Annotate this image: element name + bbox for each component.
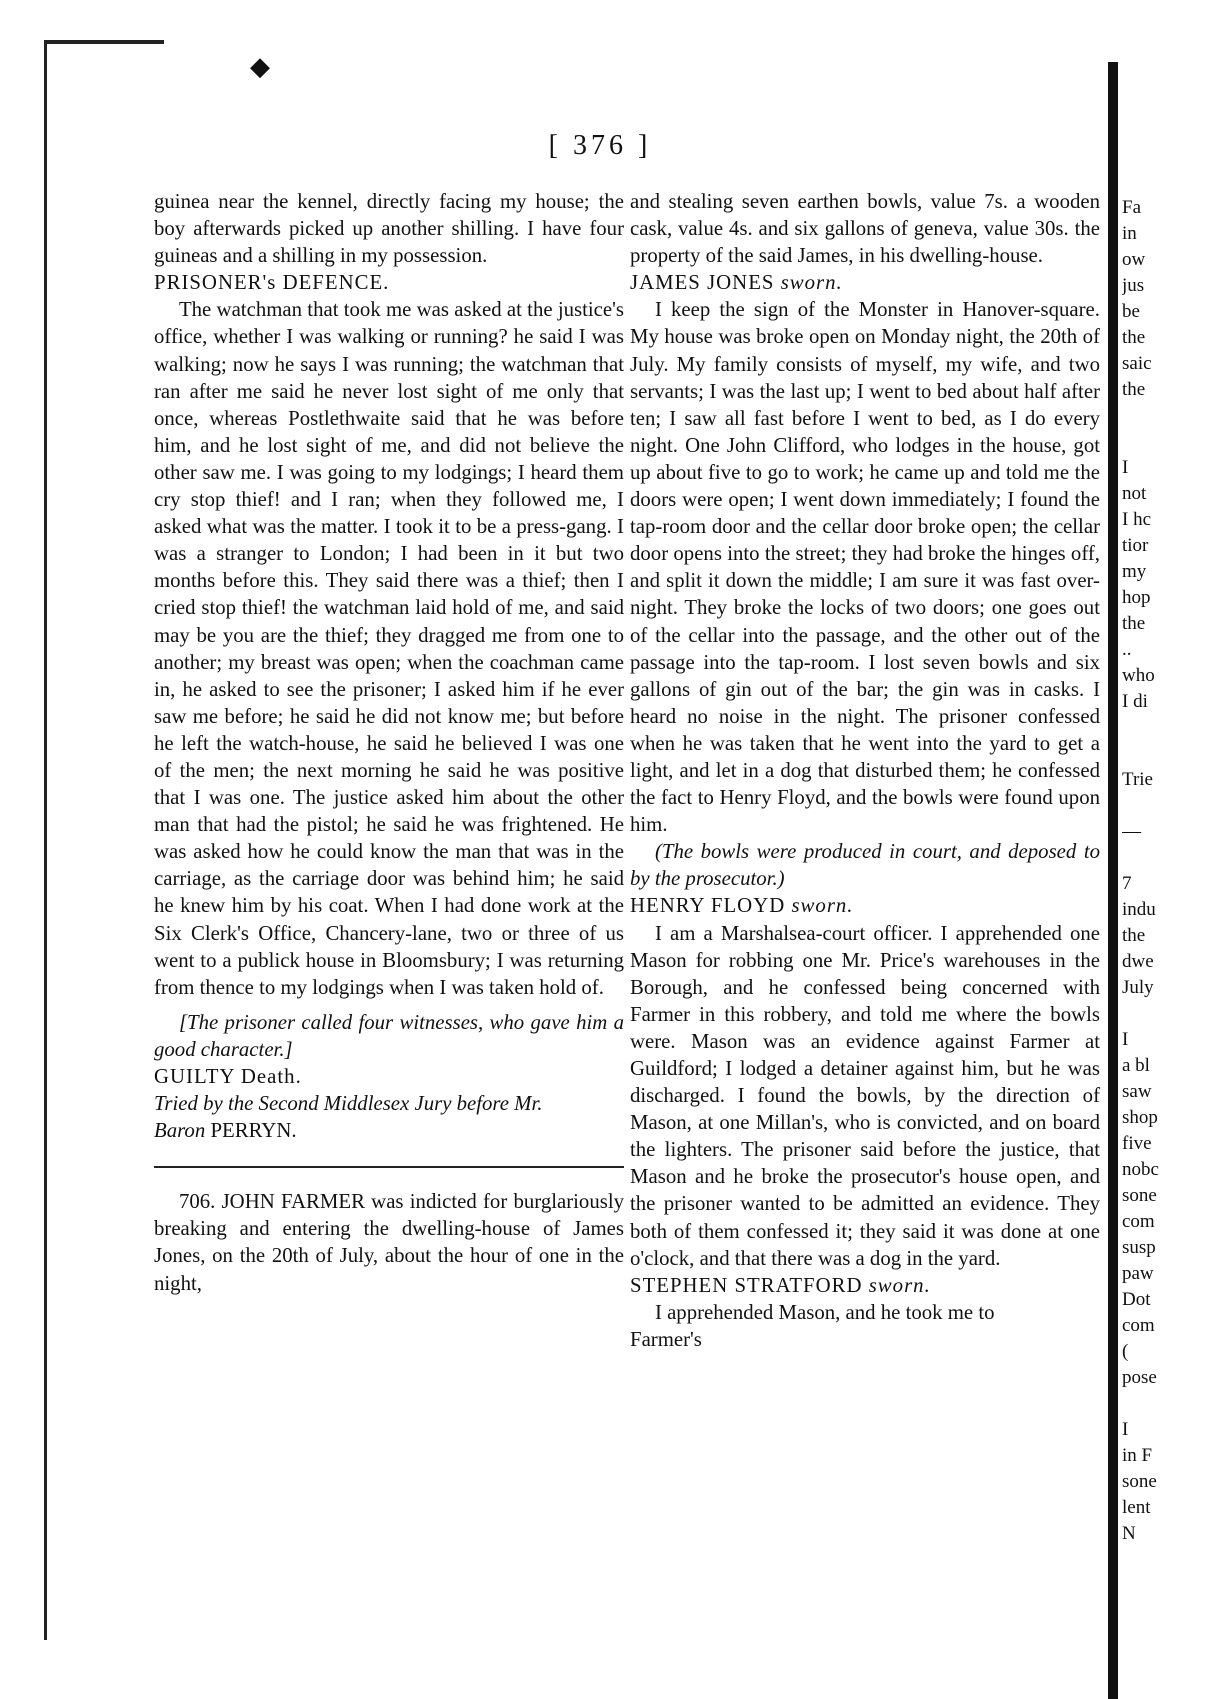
witness-heading	[630, 1272, 1100, 1299]
fragment-line	[1122, 741, 1217, 767]
tried-line-1: Tried by the Second Middlesex Jury before Mr.	[154, 1092, 543, 1116]
fragment-line: I	[1122, 1419, 1129, 1440]
testimony-paragraph: I apprehended Mason, and he took me to	[654, 1300, 995, 1324]
fragment-line: Dot	[1122, 1289, 1151, 1310]
fragment-line	[1122, 845, 1217, 871]
fragment-line: nobc	[1122, 1159, 1159, 1180]
fragment-line	[1122, 1391, 1217, 1417]
fragment-line: pose	[1122, 1367, 1157, 1388]
fragment-line: susp	[1122, 1237, 1156, 1258]
fragment-line: five	[1122, 1133, 1152, 1154]
fragment-line: N	[1122, 1523, 1136, 1544]
fragment-line: (	[1122, 1341, 1129, 1362]
witness-name: JAMES JONES	[630, 271, 775, 295]
witness-name: HENRY FLOYD	[630, 894, 786, 918]
fragment-line: tior	[1122, 535, 1149, 556]
fragment-line: in	[1122, 223, 1137, 244]
fragment-line: 7	[1122, 873, 1132, 894]
fragment-line: the	[1122, 379, 1146, 400]
adjacent-page-fragments	[1122, 195, 1217, 1547]
judge-name: PERRYN.	[210, 1119, 297, 1143]
fragment-line: not	[1122, 483, 1147, 504]
witness-heading	[630, 892, 1100, 919]
fragment-line: saw	[1122, 1081, 1152, 1102]
fragment-line: sone	[1122, 1471, 1157, 1492]
witness-heading	[630, 269, 1100, 296]
fragment-line: com	[1122, 1211, 1155, 1232]
fragment-line: I	[1122, 457, 1129, 478]
page-edge-right	[1108, 62, 1118, 1699]
fragment-line: I	[1122, 1029, 1129, 1050]
fragment-line: my	[1122, 561, 1147, 582]
fragment-line: dwe	[1122, 951, 1154, 972]
fragment-line: ow	[1122, 249, 1146, 270]
case-paragraph: 706. JOHN FARMER was indicted for burglariously breaking and entering the dwelling-house of James Jones, on the 20th of July, about the hour of one in the night,	[154, 1190, 624, 1295]
witness-name: STEPHEN STRATFORD	[630, 1273, 863, 1297]
section-rule	[154, 1166, 624, 1168]
catchword: Farmer's	[630, 1327, 702, 1351]
fragment-line: jus	[1122, 275, 1145, 296]
fragment-line	[1122, 715, 1217, 741]
fragment-line: I hc	[1122, 509, 1152, 530]
fragment-line	[1122, 1001, 1217, 1027]
fragment-line: the	[1122, 613, 1146, 634]
fragment-line: in F	[1122, 1445, 1153, 1466]
sworn-label: sworn.	[780, 271, 843, 295]
left-column	[154, 188, 624, 1297]
page-edge-top	[44, 40, 164, 44]
page-number: [ 376 ]	[548, 130, 652, 161]
fragment-line: Fa	[1122, 197, 1141, 218]
tried-line	[154, 1090, 624, 1144]
fragment-line: be	[1122, 301, 1140, 322]
ink-speck: ◆	[250, 52, 270, 81]
fragment-line: hop	[1122, 587, 1151, 608]
fragment-line: the	[1122, 925, 1146, 946]
sworn-label: sworn.	[791, 894, 854, 918]
fragment-line: sone	[1122, 1185, 1157, 1206]
fragment-line: saic	[1122, 353, 1152, 374]
fragment-line: shop	[1122, 1107, 1158, 1128]
verdict: GUILTY Death.	[154, 1065, 302, 1088]
sworn-label: sworn.	[868, 1273, 931, 1297]
fragment-line: a bl	[1122, 1055, 1150, 1076]
fragment-line	[1122, 429, 1217, 455]
fragment-line: indu	[1122, 899, 1156, 920]
fragment-line	[1122, 403, 1217, 429]
fragment-line: —	[1122, 821, 1141, 842]
bowls-note: (The bowls were produced in court, and deposed to by the prosecutor.)	[630, 840, 1100, 891]
fragment-line: lent	[1122, 1497, 1151, 1518]
fragment-line: ..	[1122, 639, 1132, 660]
fragment-line: paw	[1122, 1263, 1154, 1284]
fragment-line: who	[1122, 665, 1155, 686]
testimony-paragraph: I am a Marshalsea-court officer. I apprehended one Mason for robbing one Mr. Price's warehouses in the Borough, and he confessed being concerned with Farmer in this robbery, and told me where the bowls were. Mason was an evidence against Farmer at Guildford; I lodged a detainer against him, but he was discharged. I found the bowls, by the direction of Mason, at one Millan's, who is convicted, and on board the lighters. The prisoner said before the justice, that Mason and he broke the prosecutor's house open, and the prisoner wanted to be admitted an evidence. They both of them confessed it; they said it was done at one o'clock, and that there was a dog in the yard.	[630, 921, 1100, 1270]
fragment-line: I di	[1122, 691, 1148, 712]
continued-paragraph: guinea near the kennel, directly facing my house; the boy afterwards picked up another shilling. I have four guineas and a shilling in my possession.	[154, 190, 624, 268]
fragment-line: the	[1122, 327, 1146, 348]
continued-paragraph: and stealing seven earthen bowls, value 7s. a wooden cask, value 4s. and six gallons of geneva, value 30s. the property of the said James, in his dwelling-house.	[630, 190, 1100, 268]
defence-paragraph: The watchman that took me was asked at the justice's office, whether I was walking or running? he said I was walking; now he says I was running; the watchman that ran after me said he never lost sight of me only that once, whereas Postlethwaite said that he was before him, and he lost sight of me, and did not believe the other saw me. I was going to my lodgings; I heard them cry stop thief! and I ran; when they followed me, I asked what was the matter. I took it to be a press-gang. I was a stranger to London; I had been in it but two months before this. They said there was a thief; then I cried stop thief! the watchman laid hold of me, and said may be you are the thief; they dragged me from one to another; my breast was open; when the coachman came in, he asked to see the prisoner; I asked him if he ever saw me before; he said he did not know me; but before he left the watch-house, he said he believed I was one of the men; the next morning he said he was positive that I was one. The justice asked him about the other man that had the pistol; he said he was frightened. He was asked how he could know the man that was in the carriage, as the carriage door was behind him; he said he knew him by his coat. When I had done work at the Six Clerk's Office, Chancery-lane, two or three of us went to a publick house in Bloomsbury; I was returning from thence to my lodgings when I was taken hold of.	[154, 298, 624, 999]
fragment-line: Trie	[1122, 769, 1153, 790]
witness-note: [The prisoner called four witnesses, who gave him a good character.]	[154, 1010, 624, 1061]
page-edge-left	[44, 40, 47, 1640]
fragment-line: com	[1122, 1315, 1155, 1336]
fragment-line: July	[1122, 977, 1154, 998]
tried-line-2-prefix: Baron	[154, 1119, 206, 1143]
defence-heading: PRISONER's DEFENCE.	[154, 271, 390, 295]
testimony-paragraph: I keep the sign of the Monster in Hanover-square. My house was broke open on Monday night, the 20th of July. My family consists of myself, my wife, and two servants; I was the last up; I went to bed about half after ten; I saw all fast before I went to bed, as I do every night. One John Clifford, who lodges in the house, got up about five to go to work; he came up and told me the doors were open; I went down immediately; I found the tap-room door and the cellar door broke open; the cellar door opens into the street; they had broke the hinges off, and split it down the middle; I am sure it was fast over-night. They broke the locks of two doors; one goes out of the cellar into the passage, and the other out of the passage into the tap-room. I lost seven bowls and six gallons of gin out of the bar; the gin was in casks. I heard no noise in the night. The prisoner confessed when he was taken that he went into the yard to get a light, and let in a dog that disturbed them; he confessed the fact to Henry Floyd, and the bowls were found upon him.	[630, 298, 1100, 837]
fragment-line	[1122, 793, 1217, 819]
right-column	[630, 188, 1100, 1353]
